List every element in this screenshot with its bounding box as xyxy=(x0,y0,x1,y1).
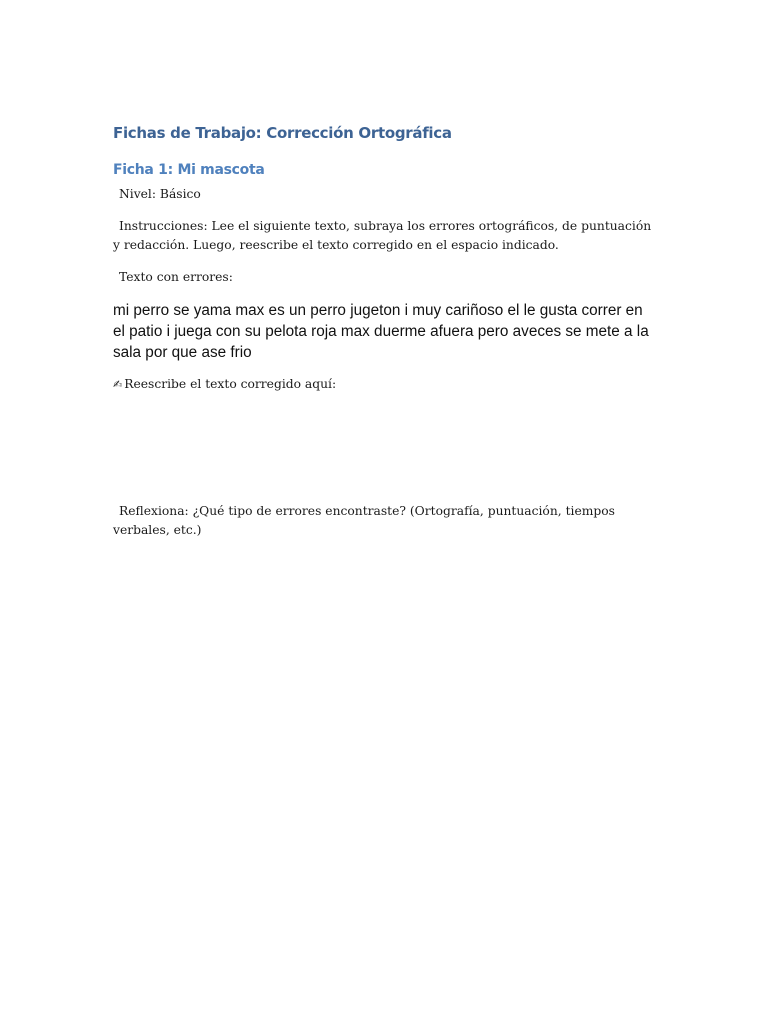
level-text: Nivel: Básico xyxy=(119,187,201,201)
document-page xyxy=(113,0,658,1024)
error-text-label: Texto con errores: xyxy=(119,270,233,284)
rewrite-label: Reescribe el texto corregido aquí: xyxy=(124,377,337,391)
document-title: Fichas de Trabajo: Corrección Ortográfica xyxy=(113,124,452,142)
reflection-question: Reflexiona: ¿Qué tipo de errores encontraste? (Ortografía, puntuación, tiempos verbales, etc.) xyxy=(113,504,615,537)
rewrite-prompt xyxy=(113,375,658,394)
ficha-heading: Ficha 1: Mi mascota xyxy=(113,162,265,178)
writing-hand-icon: ✍ xyxy=(113,378,123,391)
instructions-text: Instrucciones: Lee el siguiente texto, subraya los errores ortográficos, de puntuación y redacción. Luego, reescribe el texto corregido en el espacio indicado. xyxy=(113,219,652,252)
error-text-paragraph: mi perro se yama max es un perro jugeton i muy cariñoso el le gusta correr en el patio i juega con su pelota roja max duerme afuera pero aveces se mete a la sala por que ase frio xyxy=(113,302,649,361)
